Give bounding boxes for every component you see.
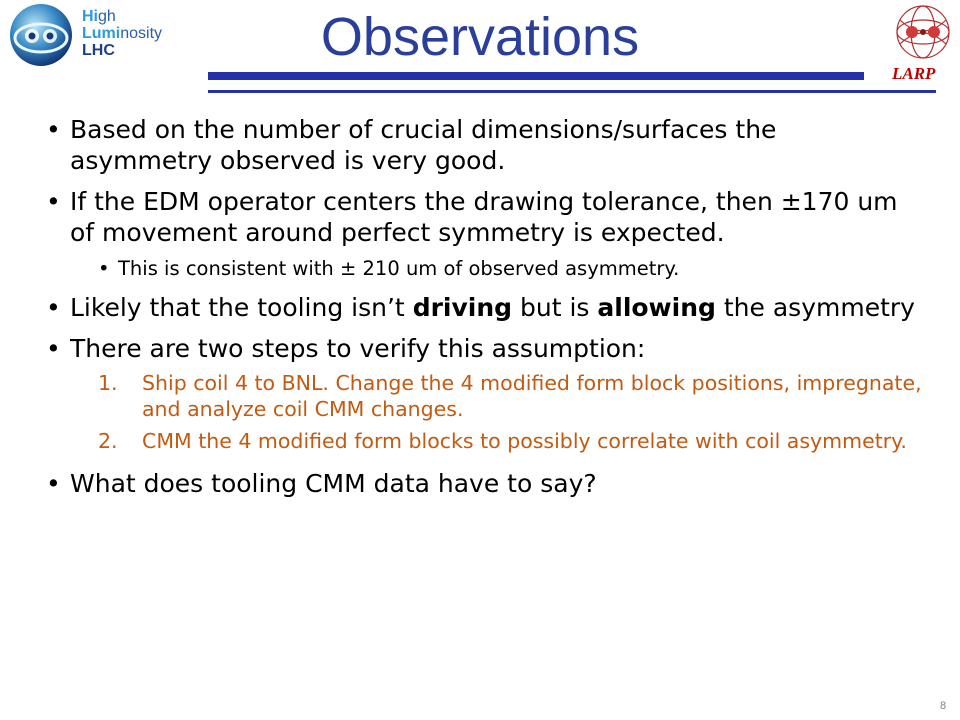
step-text: CMM the 4 modified form blocks to possibly correlate with coil asymmetry.	[142, 429, 907, 453]
hl-line1-bold: Hi	[82, 8, 98, 25]
bullet-text: Based on the number of crucial dimensions/surfaces the asymmetry observed is very good.	[70, 115, 777, 175]
bullet-dot-icon: •	[46, 115, 61, 144]
bullet-edm-tolerance	[42, 186, 922, 248]
step-number: 1.	[98, 371, 118, 395]
bullet-tooling-cmm	[42, 468, 922, 499]
bullet-text: What does tooling CMM data have to say?	[70, 469, 597, 498]
larp-label: LARP	[892, 64, 936, 83]
bullet-text: If the EDM operator centers the drawing tolerance, then ±170 um of movement around perfect symmetry is expected.	[70, 187, 898, 247]
bold-allowing: allowing	[597, 293, 716, 322]
title-rule-thin	[208, 90, 936, 93]
bullet-asymmetry-good	[42, 114, 922, 176]
bullet-dot-icon: •	[46, 334, 61, 363]
hl-lhc-wordmark	[82, 8, 162, 59]
slide-title: Observations	[320, 7, 640, 67]
bullet-text-part2: but is	[512, 293, 598, 322]
step-item-1	[42, 370, 922, 422]
step-text: Ship coil 4 to BNL. Change the 4 modified form block positions, impregnate, and analyze coil CMM changes.	[142, 371, 922, 421]
bullet-text-part3: the asymmetry	[715, 293, 915, 322]
bullet-two-steps	[42, 333, 922, 364]
slide-body	[42, 114, 922, 509]
bullet-text-part1: Likely that the tooling isn’t	[70, 293, 413, 322]
bullet-text: There are two steps to verify this assumption:	[70, 334, 646, 363]
step-item-2	[42, 428, 922, 454]
bullet-dot-icon: •	[46, 293, 61, 322]
hl-line3: LHC	[82, 42, 115, 59]
sub-bullet-text: This is consistent with ± 210 um of observed asymmetry.	[118, 257, 680, 280]
title-rule-thick	[208, 72, 864, 80]
high-luminosity-lhc-logo	[8, 2, 188, 68]
step-number: 2.	[98, 429, 118, 453]
bullet-tooling-allowing	[42, 292, 922, 323]
hl-line2-bold: Lumi	[82, 25, 121, 42]
hl-lhc-emblem-icon	[8, 2, 74, 68]
bullet-dot-icon: •	[46, 187, 61, 216]
page-number: 8	[940, 700, 947, 712]
bullet-dot-icon: •	[98, 257, 110, 280]
larp-emblem-icon	[890, 2, 956, 64]
hl-line2-rest: nosity	[120, 25, 163, 42]
sub-bullet-consistent	[42, 256, 922, 282]
bullet-dot-icon: •	[46, 469, 61, 498]
larp-logo	[890, 2, 956, 68]
bold-driving: driving	[412, 293, 513, 322]
hl-line1-rest: gh	[98, 8, 116, 25]
